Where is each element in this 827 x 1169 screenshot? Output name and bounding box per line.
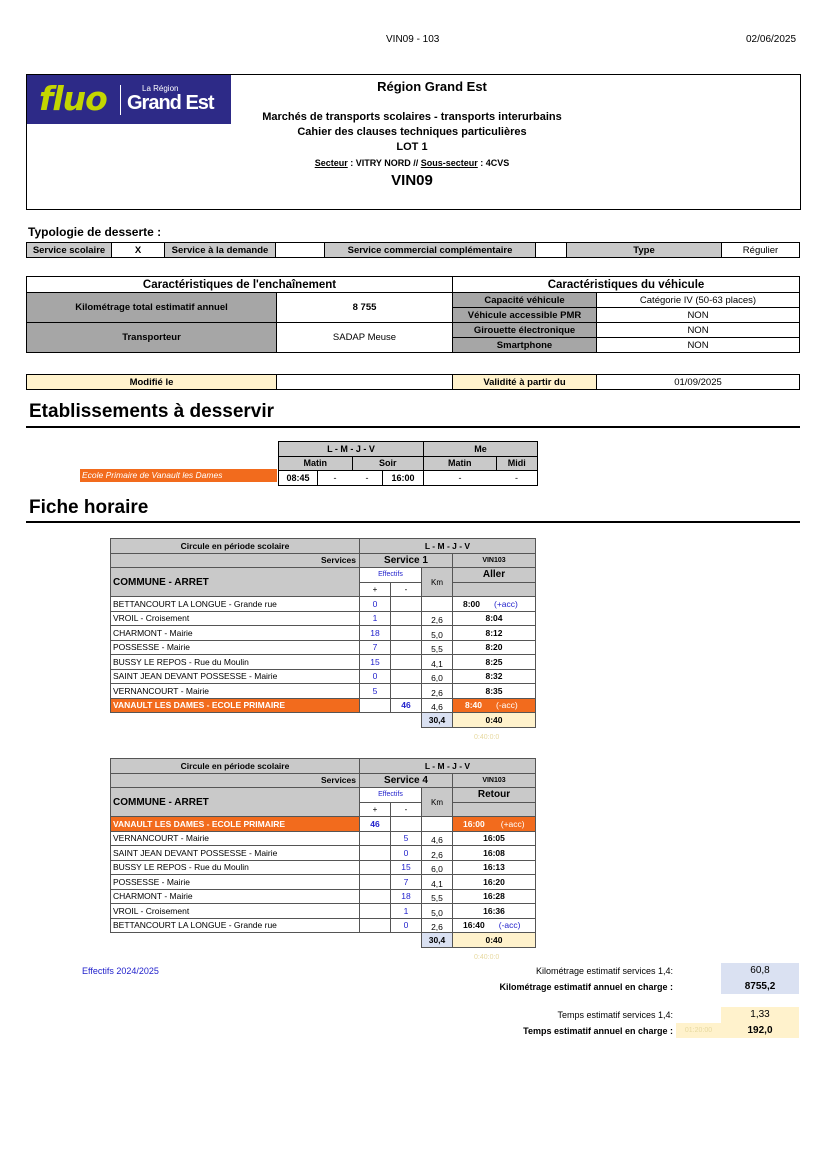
effectif-plus [360, 918, 391, 933]
modifie-label: Modifié le [27, 375, 277, 390]
effectif-plus: 18 [360, 626, 391, 641]
stop-name: VROIL - Croisement [111, 904, 360, 919]
first-plus: 46 [360, 817, 391, 832]
days-label: L - M - J - V [360, 759, 536, 774]
stop-time: 16:08 [453, 846, 536, 861]
final-km: 4,6 [422, 698, 453, 713]
schedule-row [111, 655, 536, 670]
enchainement-title: Caractéristiques de l'enchaînement [27, 277, 453, 293]
effectif-plus [360, 860, 391, 875]
effectif-minus [391, 611, 422, 626]
transporteur-value: SADAP Meuse [277, 323, 453, 353]
school-name: Ecole Primaire de Vanault les Dames [80, 469, 277, 482]
effectif-plus [360, 875, 391, 890]
modifie-table [26, 374, 800, 390]
km-services-label: Kilométrage estimatif services 1,4: [535, 966, 673, 976]
effectif-plus: 7 [360, 640, 391, 655]
stop-name: VERNANCOURT - Mairie [111, 831, 360, 846]
total-time: 0:40 [453, 933, 536, 948]
stop-time-value: 8:00 [463, 598, 481, 609]
service-scolaire-mark: X [112, 243, 165, 258]
total-spacer-2 [360, 713, 391, 728]
stop-time [453, 918, 536, 933]
effectif-minus: 7 [391, 875, 422, 890]
total-km: 30,4 [422, 713, 453, 728]
schedule-row [111, 684, 536, 699]
schedule-row [111, 904, 536, 919]
region-title: Région Grand Est [377, 79, 487, 94]
effectif-plus: 5 [360, 684, 391, 699]
total-time: 0:40 [453, 713, 536, 728]
schedule-retour [110, 758, 536, 948]
vehicule-title: Caractéristiques du véhicule [453, 277, 800, 293]
stop-name: VROIL - Croisement [111, 611, 360, 626]
stop-name: BUSSY LE REPOS - Rue du Moulin [111, 860, 360, 875]
vin-label: VIN103 [453, 553, 536, 568]
commune-header: COMMUNE - ARRET [111, 788, 360, 817]
service-demande-label: Service à la demande [165, 243, 276, 258]
schedule-row [111, 626, 536, 641]
service-demande-value [276, 243, 325, 258]
direction-sub [453, 582, 536, 597]
effectif-minus [391, 669, 422, 684]
modifie-value [277, 375, 453, 390]
effectif-minus: 0 [391, 918, 422, 933]
km-value: 5,5 [422, 889, 453, 904]
first-stop: VANAULT LES DAMES - ECOLE PRIMAIRE [111, 817, 360, 832]
final-note: (-acc) [496, 700, 518, 711]
vin-label: VIN103 [453, 773, 536, 788]
page-code: VIN09 - 103 [386, 34, 440, 45]
first-minus [391, 817, 422, 832]
effectif-minus: 18 [391, 889, 422, 904]
caracteristiques-table [26, 276, 800, 353]
km-value: 4,1 [422, 875, 453, 890]
total-spacer [111, 713, 360, 728]
commune-header: COMMUNE - ARRET [111, 568, 360, 597]
km-value: 8 755 [277, 293, 453, 323]
stop-time: 16:13 [453, 860, 536, 875]
etab-val-2: - [352, 471, 383, 486]
first-note: (+acc) [500, 818, 525, 829]
pmr-label: Véhicule accessible PMR [453, 308, 597, 323]
minus-header: - [391, 802, 422, 817]
type-label: Type [567, 243, 722, 258]
days-label: L - M - J - V [360, 539, 536, 554]
page-date: 02/06/2025 [746, 34, 797, 45]
schedule-row [111, 875, 536, 890]
fiche-rule [26, 521, 800, 523]
total-km: 30,4 [422, 933, 453, 948]
stop-time: 8:20 [453, 640, 536, 655]
stop-time: 8:04 [453, 611, 536, 626]
days-me: Me [424, 442, 538, 457]
ghost-total-1: 0:40:0:0 [474, 734, 500, 741]
total-spacer-3 [391, 933, 422, 948]
temps-annuel-value: 192,0 [721, 1023, 799, 1038]
validite-label: Validité à partir du [453, 375, 597, 390]
stop-time-note: (+acc) [494, 598, 518, 609]
final-time-value: 8:40 [465, 700, 483, 711]
effectif-minus [391, 626, 422, 641]
secteur-value: : VITRY NORD // [347, 158, 421, 168]
service-commercial-label: Service commercial complémentaire [325, 243, 536, 258]
circule-label: Circule en période scolaire [111, 759, 360, 774]
typologie-table [26, 242, 800, 258]
service-name: Service 4 [360, 773, 453, 788]
schedule-row [111, 846, 536, 861]
effectif-plus [360, 904, 391, 919]
plus-header: + [360, 802, 391, 817]
km-value: 2,6 [422, 918, 453, 933]
km-services-value: 60,8 [721, 963, 799, 979]
effectif-minus [391, 684, 422, 699]
stop-name: BUSSY LE REPOS - Rue du Moulin [111, 655, 360, 670]
secteur-label: Secteur [314, 158, 348, 168]
pmr-value: NON [597, 308, 800, 323]
effectif-plus [360, 831, 391, 846]
matin-me-header: Matin [424, 456, 497, 471]
direction-header: Retour [453, 788, 536, 803]
capacite-label: Capacité véhicule [453, 293, 597, 308]
effectif-minus [391, 597, 422, 612]
km-value: 6,0 [422, 860, 453, 875]
schedule-row [111, 669, 536, 684]
title-box [26, 74, 801, 210]
type-value: Régulier [722, 243, 800, 258]
km-value [422, 597, 453, 612]
sous-secteur-value: : 4CVS [477, 158, 510, 168]
schedule-row [111, 860, 536, 875]
final-stop: VANAULT LES DAMES - ECOLE PRIMAIRE [111, 698, 360, 713]
stop-name: SAINT JEAN DEVANT POSSESSE - Mairie [111, 669, 360, 684]
effectif-plus [360, 846, 391, 861]
stop-time-note: (-acc) [498, 920, 521, 931]
smartphone-value: NON [597, 338, 800, 353]
first-km [422, 817, 453, 832]
effectif-plus: 1 [360, 611, 391, 626]
schedule-row [111, 597, 536, 612]
girouette-label: Girouette électronique [453, 323, 597, 338]
stop-name: CHARMONT - Mairie [111, 889, 360, 904]
effectif-minus: 15 [391, 860, 422, 875]
etablissements-title: Etablissements à desservir [29, 401, 275, 422]
transporteur-label: Transporteur [27, 323, 277, 353]
direction-sub [453, 802, 536, 817]
stop-time [453, 597, 536, 612]
temps-services-value: 1,33 [721, 1007, 799, 1023]
etab-val-3: 16:00 [383, 471, 424, 486]
km-value: 2,6 [422, 846, 453, 861]
stop-name: VERNANCOURT - Mairie [111, 684, 360, 699]
services-label: Services [111, 773, 360, 788]
effectifs-note: Effectifs 2024/2025 [82, 966, 159, 976]
km-label: Kilométrage total estimatif annuel [27, 293, 277, 323]
total-spacer-2 [360, 933, 391, 948]
validite-value: 01/09/2025 [597, 375, 800, 390]
schedule-row [111, 611, 536, 626]
stop-name: POSSESSE - Mairie [111, 875, 360, 890]
stop-name: POSSESSE - Mairie [111, 640, 360, 655]
km-value: 6,0 [422, 669, 453, 684]
logo-region-small: La Région [142, 84, 179, 93]
effectifs-header: Effectifs [360, 788, 422, 803]
km-value: 4,6 [422, 831, 453, 846]
matin-header: Matin [279, 456, 353, 471]
effectif-minus: 0 [391, 846, 422, 861]
minus-header: - [391, 582, 422, 597]
etab-val-1: - [333, 472, 337, 483]
stop-time: 16:20 [453, 875, 536, 890]
stop-time: 16:28 [453, 889, 536, 904]
services-label: Services [111, 553, 360, 568]
stop-name: CHARMONT - Mairie [111, 626, 360, 641]
cahier-title: Cahier des clauses techniques particulières [297, 126, 527, 138]
typologie-title: Typologie de desserte : [28, 225, 162, 239]
secteur-line [187, 158, 637, 168]
service-scolaire-label: Service scolaire [27, 243, 112, 258]
km-annuel-label: Kilométrage estimatif annuel en charge : [499, 982, 673, 992]
ghost-total-2: 0:40:0:0 [474, 954, 500, 961]
km-value: 4,1 [422, 655, 453, 670]
etablissements-table [278, 441, 538, 486]
effectif-plus: 0 [360, 669, 391, 684]
effectif-minus [391, 655, 422, 670]
km-annuel-value: 8755,2 [721, 979, 799, 994]
stop-time: 8:32 [453, 669, 536, 684]
fiche-title: Fiche horaire [29, 497, 149, 518]
days-main: L - M - J - V [279, 442, 424, 457]
schedule-row [111, 640, 536, 655]
effectif-plus [360, 889, 391, 904]
km-value: 5,0 [422, 626, 453, 641]
service-name: Service 1 [360, 553, 453, 568]
etab-val-4: - [458, 472, 462, 483]
effectif-minus: 1 [391, 904, 422, 919]
smartphone-label: Smartphone [453, 338, 597, 353]
effectif-minus: 5 [391, 831, 422, 846]
stop-name: BETTANCOURT LA LONGUE - Grande rue [111, 918, 360, 933]
midi-header: Midi [496, 456, 538, 471]
schedule-aller [110, 538, 536, 728]
effectifs-header: Effectifs [360, 568, 422, 583]
km-value: 5,0 [422, 904, 453, 919]
etab-val-5: - [515, 472, 518, 483]
stop-time-value: 16:40 [463, 920, 485, 931]
stop-time: 8:25 [453, 655, 536, 670]
stop-time: 16:05 [453, 831, 536, 846]
schedule-row [111, 831, 536, 846]
effectif-plus: 0 [360, 597, 391, 612]
km-value: 2,6 [422, 611, 453, 626]
km-header: Km [422, 788, 453, 817]
service-commercial-value [536, 243, 567, 258]
capacite-value: Catégorie IV (50-63 places) [597, 293, 800, 308]
temps-annuel-ghost: 01:20:00 [676, 1023, 721, 1038]
etablissements-rule [26, 426, 800, 428]
direction-header: Aller [453, 568, 536, 583]
stop-time: 8:12 [453, 626, 536, 641]
temps-annuel-label: Temps estimatif annuel en charge : [523, 1026, 673, 1036]
temps-services-label: Temps estimatif services 1,4: [557, 1010, 673, 1020]
schedule-row [111, 889, 536, 904]
total-spacer-3 [391, 713, 422, 728]
km-value: 2,6 [422, 684, 453, 699]
km-header: Km [422, 568, 453, 597]
schedule-row [111, 918, 536, 933]
soir-header: Soir [352, 456, 424, 471]
plus-header: + [360, 582, 391, 597]
logo-fluo: fluo [39, 79, 107, 118]
first-time [453, 817, 536, 832]
final-minus: 46 [391, 698, 422, 713]
stop-time: 16:36 [453, 904, 536, 919]
sous-secteur-label: Sous-secteur [420, 158, 478, 168]
final-plus [360, 698, 391, 713]
girouette-value: NON [597, 323, 800, 338]
etab-val-0: 08:45 [279, 471, 318, 486]
vin-code: VIN09 [391, 172, 433, 189]
final-time [453, 698, 536, 713]
stop-name: BETTANCOURT LA LONGUE - Grande rue [111, 597, 360, 612]
stop-name: SAINT JEAN DEVANT POSSESSE - Mairie [111, 846, 360, 861]
km-value: 5,5 [422, 640, 453, 655]
market-title: Marchés de transports scolaires - transports interurbains [262, 111, 562, 123]
stop-time: 8:35 [453, 684, 536, 699]
lot-title: LOT 1 [396, 141, 428, 153]
total-spacer [111, 933, 360, 948]
effectif-minus [391, 640, 422, 655]
logo-region-big: Grand Est [127, 92, 214, 114]
logo-divider [120, 85, 121, 115]
effectif-plus: 15 [360, 655, 391, 670]
first-time-value: 16:00 [463, 818, 485, 829]
circule-label: Circule en période scolaire [111, 539, 360, 554]
